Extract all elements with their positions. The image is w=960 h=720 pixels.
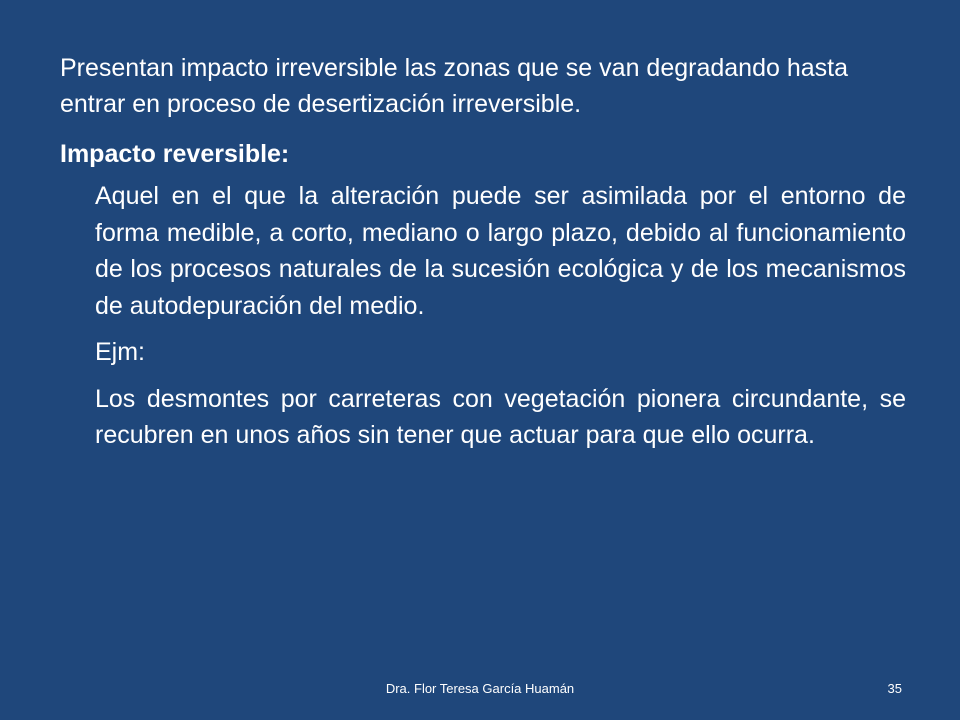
example-paragraph: Los desmontes por carreteras con vegetación pionera circundante, se recubren en unos años sin tener que actuar para que ello ocurra. [95,384,906,449]
section-heading: Impacto reversible: [60,140,290,168]
example-label: Ejm: [95,338,145,366]
page-number: 35 [887,681,902,696]
section-body [95,178,906,454]
footer-author: Dra. Flor Teresa García Huamán [385,681,575,696]
slide-footer [0,679,960,699]
slide-content [60,50,906,464]
intro-paragraph: Presentan impacto irreversible las zonas que se van degradando hasta entrar en proceso de desertización irreversible. [60,54,848,118]
definition-paragraph: Aquel en el que la alteración puede ser asimilada por el entorno de forma medible, a corto, mediano o largo plazo, debido al funcionamiento de los procesos naturales de la sucesión ecológica y de los mecanismos de autodepuración del medio. [95,182,906,320]
